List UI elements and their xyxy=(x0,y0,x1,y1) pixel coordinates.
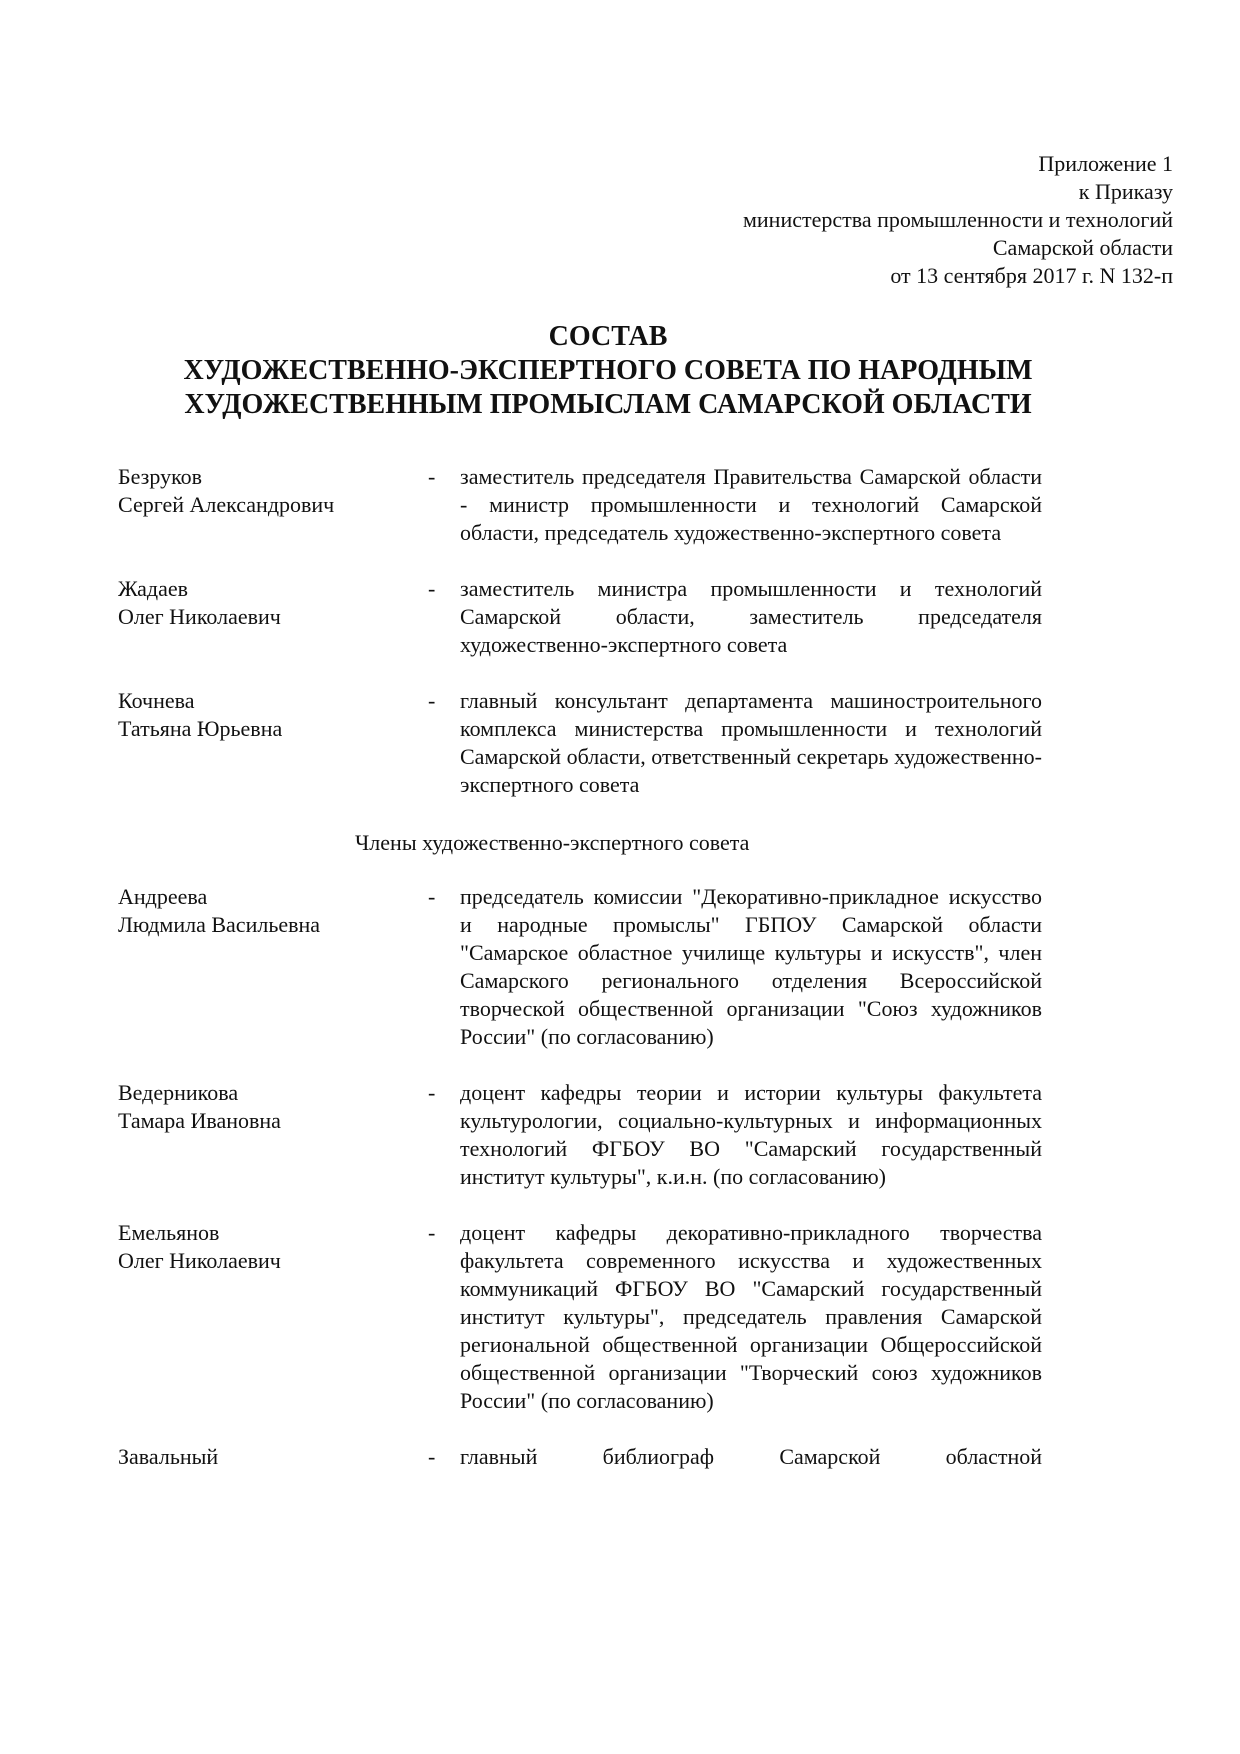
member-name xyxy=(118,575,428,659)
member-entry xyxy=(118,883,1118,1051)
member-surname: Емельянов xyxy=(118,1220,220,1245)
member-entry xyxy=(118,575,1118,659)
member-surname: Безруков xyxy=(118,464,203,489)
appendix-ministry: министерства промышленности и технологий xyxy=(742,207,1173,232)
separator-dash: - xyxy=(428,464,436,489)
member-entry xyxy=(118,687,1118,799)
member-given-name: Олег Николаевич xyxy=(118,604,281,629)
member-name xyxy=(118,1079,428,1191)
member-position: заместитель председателя Правительства Самарской области - министр промышленности и технологий Самарской области, председатель художественно-экспертного совета xyxy=(460,464,1042,545)
separator-dash: - xyxy=(428,1444,436,1469)
member-given-name: Тамара Ивановна xyxy=(118,1108,281,1133)
separator-dash: - xyxy=(428,576,436,601)
member-name xyxy=(118,463,428,547)
member-surname: Кочнева xyxy=(118,688,195,713)
member-entry xyxy=(118,1443,1118,1471)
member-position: заместитель министра промышленности и технологий Самарской области, заместитель председателя художественно-экспертного совета xyxy=(460,576,1042,657)
member-name xyxy=(118,1443,428,1471)
member-given-name: Олег Николаевич xyxy=(118,1248,281,1273)
member-given-name: Людмила Васильевна xyxy=(118,912,321,937)
member-name xyxy=(118,687,428,799)
member-position: председатель комиссии "Декоративно-прикладное искусство и народные промыслы" ГБПОУ Самарской области "Самарское областное училище культуры и искусств", член Самарского регионального отделения Всероссийской творческой общественной организации "Союз художников России" (по согласованию) xyxy=(460,884,1042,1049)
member-surname: Жадаев xyxy=(118,576,189,601)
appendix-date: от 13 сентября 2017 г. N 132-п xyxy=(890,263,1173,288)
document-title xyxy=(0,320,1216,422)
appendix-header xyxy=(743,150,1173,290)
separator-dash: - xyxy=(428,1080,436,1105)
member-surname: Ведерникова xyxy=(118,1080,239,1105)
appendix-number: Приложение 1 xyxy=(1038,151,1173,176)
council-composition xyxy=(118,463,1118,1471)
member-entry xyxy=(118,1219,1118,1415)
member-name xyxy=(118,1219,428,1415)
member-entry xyxy=(118,463,1118,547)
appendix-ref: к Приказу xyxy=(1078,179,1173,204)
member-surname: Андреева xyxy=(118,884,208,909)
member-surname: Завальный xyxy=(118,1444,219,1469)
member-given-name: Сергей Александрович xyxy=(118,492,335,517)
member-position: доцент кафедры декоративно-прикладного творчества факультета современного искусства и художественных коммуникаций ФГБОУ ВО "Самарский государственный институт культуры", председатель правления Самарской региональной общественной организации Общероссийской общественной организации "Творческий союз художников России" (по согласованию) xyxy=(460,1220,1042,1413)
separator-dash: - xyxy=(428,1220,436,1245)
title-line-3: ХУДОЖЕСТВЕННЫМ ПРОМЫСЛАМ САМАРСКОЙ ОБЛАСТИ xyxy=(184,389,1032,420)
member-position: доцент кафедры теории и истории культуры факультета культурологии, социально-культурных и информационных технологий ФГБОУ ВО "Самарский государственный институт культуры", к.и.н. (по согласованию) xyxy=(460,1080,1042,1189)
member-name xyxy=(118,883,428,1051)
separator-dash: - xyxy=(428,884,436,909)
appendix-region: Самарской области xyxy=(992,235,1173,260)
member-position: главный библиограф Самарской областной xyxy=(460,1444,1042,1469)
separator-dash: - xyxy=(428,688,436,713)
member-given-name: Татьяна Юрьевна xyxy=(118,716,283,741)
member-position: главный консультант департамента машиностроительного комплекса министерства промышленности и технологий Самарской области, ответственный секретарь художественно-экспертного совета xyxy=(460,688,1042,797)
members-section-caption: Члены художественно-экспертного совета xyxy=(355,830,750,855)
member-entry xyxy=(118,1079,1118,1191)
title-line-1: СОСТАВ xyxy=(548,321,668,352)
title-line-2: ХУДОЖЕСТВЕННО-ЭКСПЕРТНОГО СОВЕТА ПО НАРОДНЫМ xyxy=(183,355,1033,386)
